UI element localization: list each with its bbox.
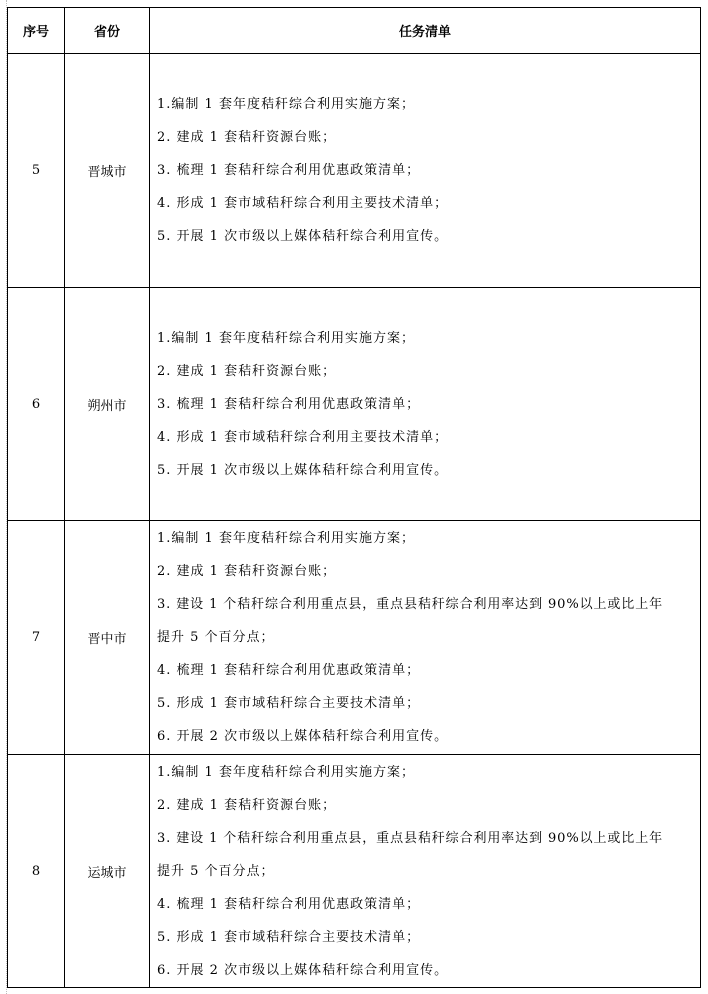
task-item: 1.编制 1 套年度秸秆综合利用实施方案；	[157, 531, 415, 546]
task-item: 5. 开展 1 次市级以上媒体秸秆综合利用宣传。	[157, 462, 449, 478]
table-row	[8, 54, 701, 288]
task-item: 6. 开展 2 次市级以上媒体秸秆综合利用宣传。	[157, 729, 449, 744]
row-task-list	[150, 288, 701, 521]
task-item: 1.编制 1 套年度秸秆综合利用实施方案；	[157, 764, 415, 780]
task-item: 1.编制 1 套年度秸秆综合利用实施方案；	[157, 330, 415, 346]
task-item: 5. 形成 1 套市域秸秆综合主要技术清单；	[157, 929, 421, 945]
row-index: 7	[8, 521, 65, 755]
task-item: 3. 梳理 1 套秸秆综合利用优惠政策清单；	[157, 163, 421, 178]
task-item: 4. 梳理 1 套秸秆综合利用优惠政策清单；	[157, 896, 421, 912]
row-index: 8	[8, 755, 65, 988]
row-task-list	[150, 521, 701, 755]
row-city: 运城市	[65, 755, 150, 988]
row-task-list	[150, 755, 701, 988]
row-city: 晋城市	[65, 54, 150, 288]
table-row	[8, 521, 701, 755]
task-list-table	[7, 7, 701, 988]
task-item-continuation: 提升 5 个百分点；	[157, 863, 275, 879]
task-item: 1.编制 1 套年度秸秆综合利用实施方案；	[157, 97, 415, 112]
task-item: 2. 建成 1 套秸秆资源台账；	[157, 130, 337, 145]
row-index: 6	[8, 288, 65, 521]
row-city: 晋中市	[65, 521, 150, 755]
task-item: 4. 梳理 1 套秸秆综合利用优惠政策清单；	[157, 663, 421, 678]
task-item: 6. 开展 2 次市级以上媒体秸秆综合利用宣传。	[157, 962, 449, 978]
header-province: 省份	[65, 8, 150, 54]
header-index: 序号	[8, 8, 65, 54]
task-item: 5. 开展 1 次市级以上媒体秸秆综合利用宣传。	[157, 229, 449, 244]
task-item: 5. 形成 1 套市域秸秆综合主要技术清单；	[157, 696, 421, 711]
header-row	[8, 8, 701, 54]
task-item: 3. 建设 1 个秸秆综合利用重点县，重点县秸秆综合利用率达到 90%以上或比上年	[157, 597, 663, 612]
row-city: 朔州市	[65, 288, 150, 521]
row-index: 5	[8, 54, 65, 288]
task-item: 4. 形成 1 套市域秸秆综合利用主要技术清单；	[157, 429, 449, 445]
task-item-continuation: 提升 5 个百分点；	[157, 630, 275, 645]
header-tasks: 任务清单	[150, 8, 701, 54]
page-margin-guide	[0, 0, 7, 994]
task-item: 2. 建成 1 套秸秆资源台账；	[157, 797, 337, 813]
task-item: 3. 梳理 1 套秸秆综合利用优惠政策清单；	[157, 396, 421, 412]
task-item: 2. 建成 1 套秸秆资源台账；	[157, 363, 337, 379]
row-task-list	[150, 54, 701, 288]
task-item: 2. 建成 1 套秸秆资源台账；	[157, 564, 337, 579]
task-item: 3. 建设 1 个秸秆综合利用重点县，重点县秸秆综合利用率达到 90%以上或比上年	[157, 830, 663, 846]
table-row	[8, 755, 701, 988]
task-item: 4. 形成 1 套市域秸秆综合利用主要技术清单；	[157, 196, 449, 211]
table-row	[8, 288, 701, 521]
